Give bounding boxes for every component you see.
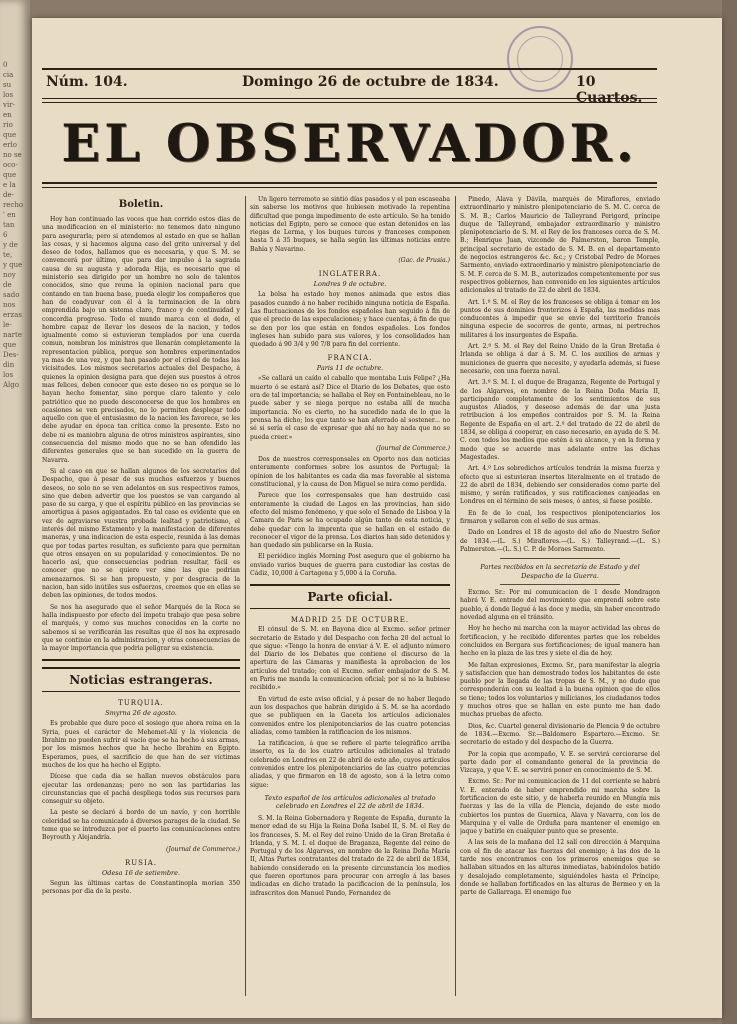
article-paragraph: En fe de lo cual, los respectivos plenipotenciarios los firmaron y sellaron con el sello de sus armas. <box>460 509 660 525</box>
section-heading-parte-oficial: Parte oficial. <box>250 584 450 609</box>
article-paragraph: Excmo. Sr.: Por mi comunicacion de 1 desde Mondragon habrá V. E. entrado del movimiento que emprendí sobre este pueblo, á donde llegué á las doce y media, sin haber encontrado novedad alguna en el tránsito. <box>460 589 660 622</box>
country-heading: RUSIA. <box>124 858 157 867</box>
article-paragraph: Un ligero terremoto se sintió días pasados y el pan escaseaba sin saberse los motivos que hubiesen motivado la repentina dificultad que ponga impedimento de este artículo. Se ha tenido noticias del Egipto, pero se conoce que estan detenidos en las riegas de Lerma, y los buques turcos y franceses componen hasta 5 á 35 buques, se halla según las últimas noticias entre Bahía y Navarino. <box>250 196 450 253</box>
masthead-rule <box>42 98 657 99</box>
dateline: Londres 9 de octubre. <box>313 280 387 289</box>
source-credit: (Gac. de Prusia.) <box>398 257 450 265</box>
article-paragraph: Pinedo, Alava y Dávila, marqués de Miraflores, enviado extraordinario y ministro plenipotenciario de S. M. C. cerca de S. M. B.; Carlos Mauricio de Talleyrand Perigord, príncipe duque de Talleyrand, embajador extraordinario y ministro plenipotenciario de S. M. el Rey de los franceses cerca de S. M. B.; Henrique Juan, vizconde de Palmerston, baron Temple, principal secretario de estado de S. M. B. en el departamento de negocios estrangeros &c. &c.; y Cristobal Pedro de Moraes Sarmento, enviado extraordinario y ministro plenipotenciario de S. M. F. cerca de S. M. B., autorizados competentemente por sus respectivos gobiernos, han convenido en los siguientes artículos adicionales al tratado de 22 de abril de 1834. <box>460 196 660 295</box>
article-paragraph: «Se callará un caído el caballo que montaba Luis Felipe? ¿Ha muerto ó se estará así? Dice el Diario de los Debates, que esto era de tal importancia; se hallaba el Rey en Fontainebleau, no le puede saber y se niega porque no estaba allí de mucha importancia. No es cierto, no ha sucedido nada de lo que la prensa ha dicho; los que tanto se han aferrado al sostener... no sé si sería el caso de expresar que ahí no hay nada que no se pueda creer.» <box>250 375 450 441</box>
article-paragraph: El cónsul de S. M. en Bayona dice al Excmo. señor primer secretario de Estado y del Despacho con fecha 20 del actual lo que sigue: «Tengo la honra de enviar á V. E. el adjunto número del Diario de los Debates que contiene el discurso de la apertura de las Cámaras y manifiesta la aprobacion de los artículos del tratado; con el Excmo. señor embajador de S. M. en Paris me manda la comunicacion oficial; por si no la hubiese recibido.» <box>250 626 450 692</box>
article-paragraph: Art. 4.º Los sobredichos artículos tendrán la misma fuerza y efecto que si estuvieran insertos literalmente en el tratado de 22 de abril de 1834, debiendo ser considerados como parte del mismo, y serán ratificados, y sus ratificaciones canjeadas en Londres en el término de seis meses, ó antes, si fuese posible. <box>460 465 660 506</box>
article-paragraph: Dado en Londres el 18 de agosto del año de Nuestro Señor de 1834.—(L. S.) Miraflores.—(L. S.) Talleyrand.—(L. S.) Palmerston.—(L. S.) C. P. de Moraes Sarmento. <box>460 529 660 553</box>
dateline: Odesa 16 de setiembre. <box>101 868 181 877</box>
masthead-top-rule <box>42 68 657 70</box>
article-paragraph: Art. 3.º S. M. I. el duque de Braganza, Regente de Portugal y de los Algarves, en nombre de la Reina Doña María II, participando completamente de los sentimientos de sus augustos Aliados, y deseoso además de dar una justa retribucion á los empeños contraidos por S. M. la Reina Regente de España en el art. 2.º del tratado de 22 de abril de 1834, se obliga á cooperar, en caso necesario, en ayuda de S. M. C. con todos los medios que estén á su alcance, y en la forma y modo que se acuerde mas adelante entre las dichas Magestades. <box>460 379 660 461</box>
facing-page-text: 0 cia su los vir- en rio que erlo no se oco- que e la de- recho ' en tan 6 y de te, y que noy de sado nos erzas le- narte que Des- din los Algo <box>3 61 24 389</box>
article-paragraph: Dícese que cada dia se hallan nuevos obstáculos para ejecutar las ordenanzas; pero no son las partidarias las circunstancias que el pachá despliega todos sus recursos para conseguir su objeto. <box>42 773 240 806</box>
title-bottom-rule <box>42 182 657 184</box>
column-separator <box>245 196 246 996</box>
article-paragraph: Art. 1.º S. M. el Rey de los franceses se obliga á tomar en los puntos de sus dominios fronterizos á España, las medidas mas conducentes á impedir que se envíe del territorio francés ninguna especie de socorros de gente, armas, ni pertrechos militares á los insurgentes de España. <box>460 298 660 339</box>
country-heading: FRANCIA. <box>327 354 373 363</box>
masthead-rule-2 <box>42 102 657 103</box>
dateline: Paris 11 de octubre. <box>316 364 384 373</box>
dateline: Smyrna 26 de agosto. <box>105 709 177 718</box>
column-2 <box>250 196 450 996</box>
article-paragraph: S. M. la Reina Gobernadora y Regente de España, durante la menor edad de su Hija la Reina Doña Isabel II, S. M. el Rey de los franceses, S. M. el Rey del reino Unido de la Gran Bretaña é Irlanda, y S. M. I. el duque de Braganza, Regente del reino de Portugal y de los Algarves, en nombre de la Reina Doña María II, Altas Partes contratantes del tratado de 22 de abril de 1834, habiendo considerado en la presente circunstancia los medios que fueren oportunos para procurar con arreglo á las bases indicadas en dicho tratado la pacificacion de la península, los infrascritos don Manuel Pando, Fernandez de <box>250 814 450 897</box>
article-paragraph: La bolsa ha estado hoy menos animada que estos dias pasados cuando á no haber recibido ninguna noticia de España. Las fluctuaciones de los fondos españoles han seguido á fin de que el precio de las especulaciones; y hace cuentas, á fin de que se den por los que están en fondos españoles. Los fondos ingleses han subido para sus valores, y los consolidados han quedado á 90 3/4 y 90 7/8 para fin del corriente. <box>250 291 450 349</box>
article-paragraph: Me faltan expresiones, Excmo. Sr., para manifestar la alegría y satisfaccion que han demostrado todos los habitantes de este pueblo por la llegada de las tropas de S. M., y no dudo que corresponderán con su lealtad á la buena opinion que de ellos se tiene; todos los voluntarios y milicianos, los ciudadanos todos y muchos otros que se hallan en este punto me han dado muchas pruebas de afecto. <box>460 661 660 719</box>
article-paragraph: Por la copia que acompaño, V. E. se servirá cerciorarse del parte dado por el comandante general de la provincia de Vizcaya, y que V. E. se servirá poner en conocimiento de S. M. <box>460 750 660 775</box>
background-strip <box>722 0 737 1024</box>
article-paragraph: Art. 2.º S. M. el Rey del Reino Unido de la Gran Bretaña é Irlanda se obliga á dar á S. M. C. los auxilios de armas y municiones de guerra que necesite, y ayudarla además, si fuese necesario, con una fuerza naval. <box>460 343 660 375</box>
article-paragraph: Excmo. Sr.: Por mi comunicacion de 11 del corriente se habrá V. E. enterado de haber emprendido mi marcha sobre la fortificacion de este sitio, y de haberla reunido en Mungía mis fuerzas y las de la villa de Plencia, dejando de este modo cubiertos los puntos de Guernica, Alava y Navarra, con los de Marquina y el valle de Orduña para mantener el enemigo en jaque y batirle en cualquier punto que se presente. <box>460 778 660 836</box>
article-paragraph: Segun las últimas cartas de Constantinopla morian 350 personas por dia de la peste. <box>42 879 240 896</box>
column-separator <box>455 196 456 996</box>
column-3 <box>460 196 660 996</box>
issue-row <box>42 74 657 106</box>
title-bottom-rule-2 <box>42 187 657 188</box>
dispatch-heading: Partes recibidos en la secretaría de Estado y del Despacho de la Guerra. <box>480 563 640 580</box>
issue-price: 10 Cuartos. <box>576 74 643 106</box>
dateline-heading: MADRID 25 DE OCTUBRE. <box>290 616 410 625</box>
source-credit: (Journal de Commerce.) <box>166 845 240 853</box>
issue-number: Núm. 104. <box>46 74 128 90</box>
article-paragraph: La peste se declaró á bordo de un navío, y con horrible celeridad se ha comunicado á diversos parages de la ciudad. Se teme que se introduzca por el puerto las comunicaciones entre Beyrouth y Alejandría. <box>42 809 240 842</box>
issue-date: Domingo 26 de octubre de 1834. <box>242 74 499 90</box>
article-paragraph: Hoy he hecho mi marcha con la mayor actividad las obras de fortificacion, y he recibido diferentes partes que los rebeldes concluidos en Bergara sus fortificaciones; de igual manera han hecho en la plaza de las tres y siete el dia de hoy. <box>460 625 660 658</box>
newspaper-page <box>32 18 722 1018</box>
article-paragraph: En virtud de este aviso oficial, y á pesar de no haber llegado aun los despachos que habrán dirigido á S. M. se ha acordado que se publiquen en la Gaceta los artículos adicionales convenidos entre los plenipotenciarios de las cuatro potencias aliadas, como tambien la ratificacion de los mismos. <box>250 695 450 736</box>
article-paragraph: A las seis de la mañana del 12 salí con dirección á Marquina con el fin de atacar las fuerzas del enemigo; á las dos de la tarde nos encontramos con los primeros enemigos que se hallaban situados en las alturas inmediatas, habiéndolos batido y desalojado completamente, siguiéndoles hasta el Príncipe, donde se hallaban fortificados en las alturas de Bermeo y en la parte de Gallarraga. El enemigo fue <box>460 839 660 897</box>
section-heading-boletin: Boletin. <box>118 199 164 210</box>
country-heading: INGLATERRA. <box>318 270 382 279</box>
section-rule <box>500 558 620 559</box>
section-heading-noticias: Noticias estrangeras. <box>42 667 240 692</box>
country-heading: TURQUIA. <box>118 699 164 708</box>
article-paragraph: El periódico inglés Morning Post asegura que el gobierno ha enviado varios buques de guerra para custodiar las costas de Cádiz, 10,000 á Cartagena y 5,000 á la Coruña. <box>250 553 450 577</box>
section-rule <box>42 659 240 661</box>
article-paragraph: Dos de nuestros corresponsales en Oporto nos dan noticias enteramente conformes sobre los asuntos de Portugal; la opinion de los habitantes es cada dia mas favorable al sistema constitucional, y la causa de Don Miguel se mira como perdida. <box>250 456 450 489</box>
facing-page-edge <box>0 0 30 1024</box>
article-paragraph: Si al caso en que se hallan algunos de los secretarios del Despacho, que á pesar de sus muchos esfuerzos y buenos deseos, no solo no se ven adelantos en sus respectivos ramos, sino que deben advertir que los puestos se van cargando al paso de su carga, y que el espíritu público en las provincias se amortigua á pasos agigantados. En tal caso es evidente que en vez de agraviarse vuestra probada lealtad y patriotismo, el interés del mismo Estamento y la manifestacion de diferentes maneras, y una indicacion de esta especie, reunida á las demas que por todas partes resultan, es suficiente para que permitan que otros ensayen en su popularidad y conocimientos. De no hacerlo así, que consecuencias podrian resultar, fácil es conocer que no se quiere ver sino las que podrian amenazarnos. Si se han propuesto, y por desgracia de la nacion, han sido inútiles sus esfuerzos, creemos que en ellas se deben las opiniones, de todos modos. <box>42 467 240 600</box>
treaty-heading: Texto español de los artículos adicionales al tratado celebrado en Londres el 22 de abril de 1834. <box>264 793 436 811</box>
source-credit: (Journal de Commerce.) <box>376 444 450 452</box>
newspaper-title: EL OBSERVADOR. <box>61 114 638 174</box>
article-paragraph: Parece que los corresponsales que han destruido casi enteramente la ciudad de Lagos en las provincias, han sido efecto del mismo fenómeno, y que solo el Senado de Lisboa y la Camara de Paris se ha ocupado algún tanto de esta noticia, y debe quedar con la imprenta que se hallan en el estado de reconocer el vigor de la prensa. Los diarios han sido detenidos y han quedado sin publicarse en la Rusia. <box>250 492 450 550</box>
article-paragraph: Dios, &c. Cuartel general divisionario de Plencia 9 de octubre de 1834.—Excmo. Sr.—Baldomero Espartero.—Excmo. Sr. secretario de estado y del despacho de la Guerra. <box>460 722 660 747</box>
article-paragraph: Es probable que dure poco el sosiego que ahora reina en la Syria, pues el carácter de Mehemet-Alí y la violencia de Ibrahim no pueden sufrir el vacío que se ha hecho á sus armas, por los mismos hechos que ha hecho Ibrahim en Egipto. Esperamos, pues, el sacrificio de que han de ser víctimas muchos de los que ha hecho el Egipto. <box>42 720 240 769</box>
article-paragraph: La ratificacion, á que se refiere el parte telegráfico arriba inserto, es la de los cuatro artículos adicionales al tratado celebrado en Londres en 22 de abril de este año, cuyos artículos convenidos entre los plenipotenciarios de las cuatro potencias aliadas, y que firmaron en 18 de agosto, son á la letra como sigue: <box>250 740 450 789</box>
article-paragraph: Se nos ha asegurado que el señor Marqués de la Roca se halla indispuesto por efecto del ímpetu trabajo que pesa sobre el marqués, y como sus muchos conocidos en la corte no sabemos si se verificarán las resultas que él nos ha expresado que se continúe en la administracion, y otras consecuencias de la mayor importancia que podria peligrar su existencia. <box>42 603 240 653</box>
article-paragraph: Hoy han continuado las voces que han corrido estos dias de una modificacion en el ministerio: no tenemos dato ninguno para asegurarla; pero si atendemos al estado en que se hallan las cosas, y si hacemos alguna caso del grito universal y del deseo de todos, hallamos que es necesaria, y que S. M. se convencerá por último, que para dar impulso á la sagrada causa de su augusta y adorada Hija, es necesario que el ministerio sea dirigido por un hombre no solo de talentos conocidos, sino que reuna la opinion nacional para que contando en tan buena base, pueda elegir los compañeros que han de coadyuvar con él á la terminacion de la obra emprendida bajo un sistema claro, franco y de continuidad y concordia progreso. Todo el mundo marca con el dedo, el hombre capaz de llevar los deseos de la nacion, y todos igualmente como si estuvieran templados por una cuerda comun, nombran los ministros que llenarán completamente la representacion pública, porque son hombres experimentados ya mas de una vez, y que han pasado por el crisol de todas las vicisitudes. Los mismos secretarios actuales del Despacho, á quienes la opinion designa para que dejen sus puestos á otros mas felices, deben conocer que este deseo no es porque se lo hayan hecho fomentar, sino porque claro talento y celo patriótico que no puede desconocerse de que los hombres en ocasiones se ven precisados, no lo permiten desplegar todo aquello con que el entusiasmo de la nacion les favorece, se les debe ayudar en época tan crítica como la presente. Esto no debe ni es maniobra alguna de otros ministros aspirantes, sino consecuencia del mismo modo que no se han ofendido las diferentes generales que se han sucedido en la guerra de Navarra. <box>42 216 240 464</box>
section-rule <box>500 584 620 585</box>
column-1 <box>42 196 240 996</box>
